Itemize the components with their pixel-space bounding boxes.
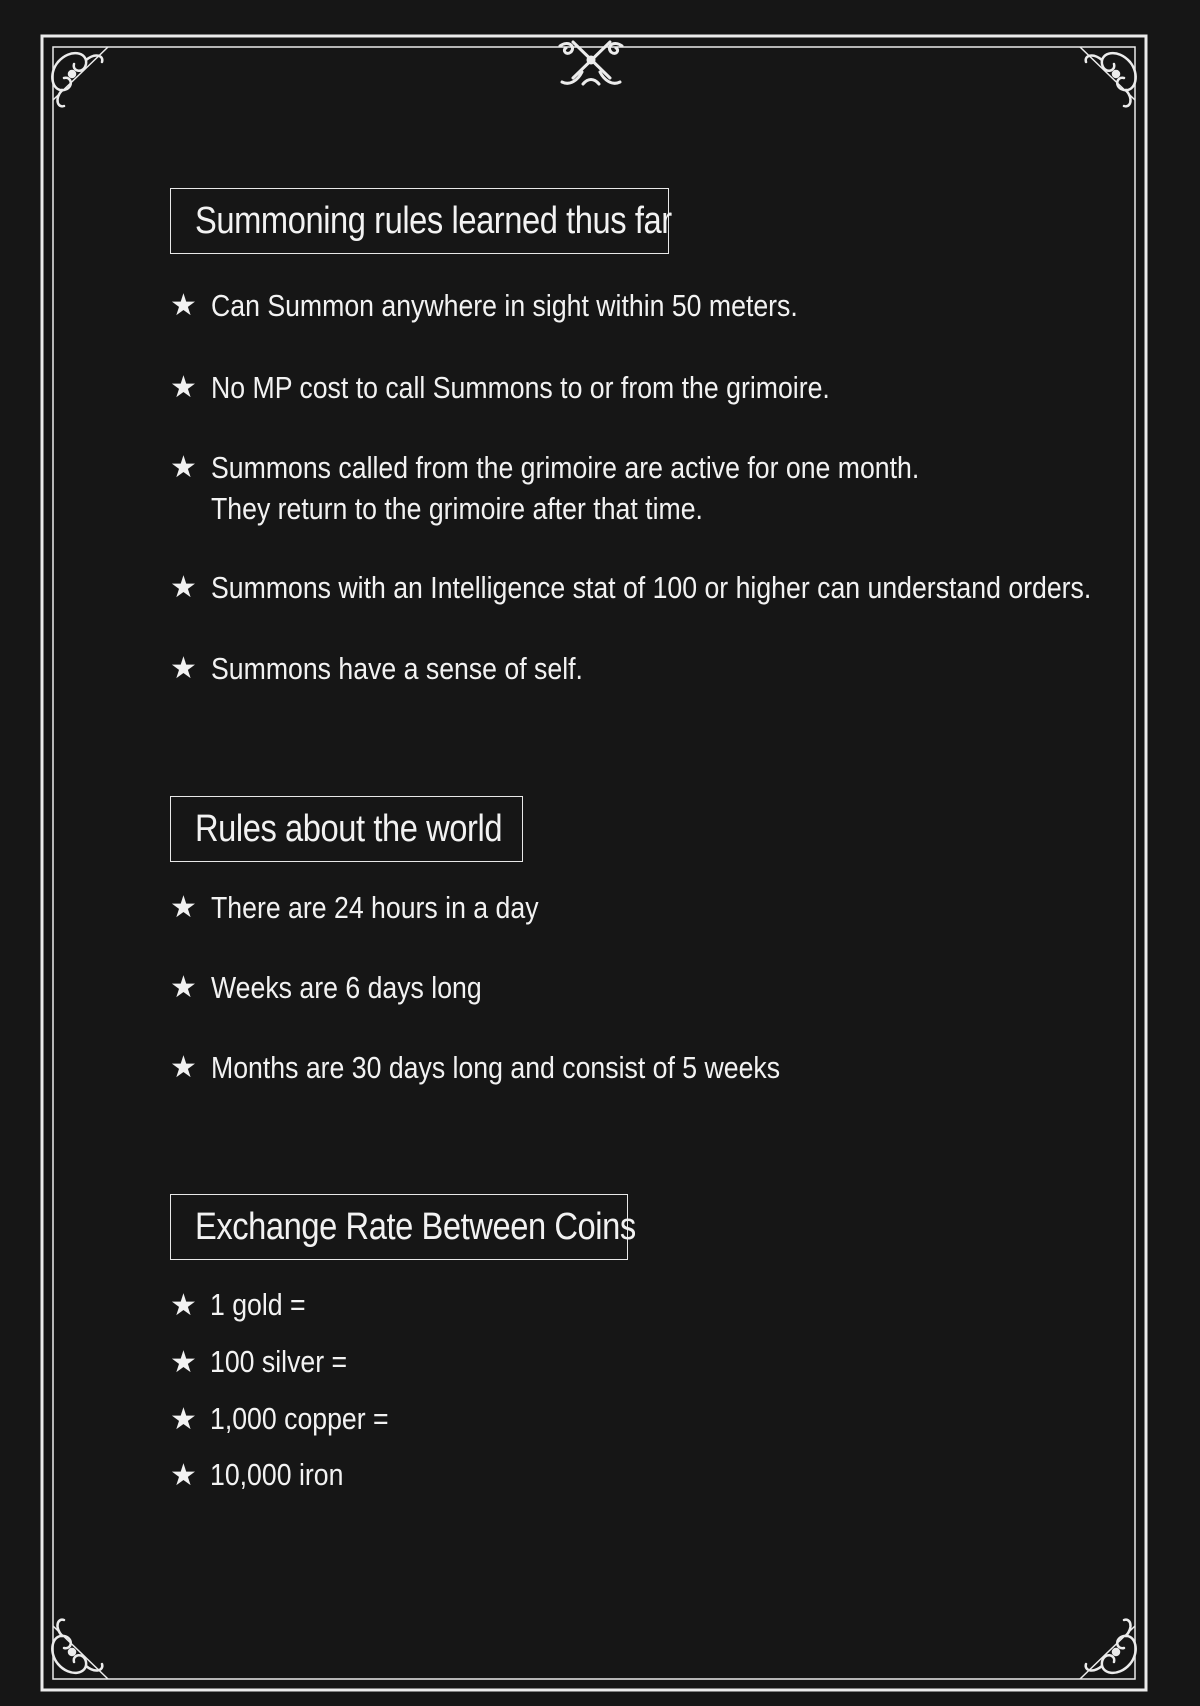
section-title: Summoning rules learned thus far	[195, 199, 672, 242]
star-bullet-icon: ★	[170, 1403, 197, 1436]
rule-item	[170, 567, 1200, 608]
coin-rate-item	[170, 1457, 365, 1493]
star-bullet-icon: ★	[170, 1459, 197, 1492]
star-bullet-icon: ★	[170, 1289, 197, 1322]
corner-diagonal-bottom-left	[53, 1626, 108, 1679]
top-center-ornament-icon	[560, 42, 622, 84]
star-bullet-icon: ★	[170, 571, 197, 604]
star-bullet-icon: ★	[170, 1346, 197, 1379]
item-text: Weeks are 6 days long	[211, 970, 482, 1005]
flourish-top-right-icon	[1086, 53, 1136, 106]
flourish-bottom-left-icon	[52, 1620, 102, 1673]
star-bullet-icon: ★	[170, 971, 197, 1004]
item-text: Summons with an Intelligence stat of 100 or higher can understand orders.	[211, 570, 1092, 605]
coin-rate-item	[170, 1401, 418, 1437]
item-text: 100 silver =	[210, 1344, 348, 1379]
star-bullet-icon: ★	[170, 451, 197, 484]
rule-item	[170, 447, 1035, 529]
rule-item	[170, 967, 526, 1008]
section-title-box	[170, 796, 523, 862]
rule-item	[170, 887, 592, 928]
item-text: There are 24 hours in a day	[211, 890, 539, 925]
coin-rate-item	[170, 1344, 369, 1380]
rule-item	[170, 367, 931, 408]
rule-item	[170, 648, 644, 689]
section-title: Rules about the world	[195, 807, 503, 850]
item-text: Months are 30 days long and consist of 5 weeks	[211, 1050, 781, 1085]
rule-item	[170, 285, 893, 326]
corner-diagonal-top-left	[53, 47, 108, 100]
rule-item	[170, 1047, 873, 1088]
flourish-top-left-icon	[52, 53, 102, 106]
star-bullet-icon: ★	[170, 371, 197, 404]
item-text-continuation: They return to the grimoire after that time.	[211, 491, 703, 526]
item-text: Summons called from the grimoire are active for one month.	[211, 450, 920, 485]
item-text: Can Summon anywhere in sight within 50 meters.	[211, 288, 798, 323]
item-text: No MP cost to call Summons to or from the grimoire.	[211, 370, 830, 405]
item-text: Summons have a sense of self.	[211, 651, 583, 686]
coin-rate-item	[170, 1287, 321, 1323]
star-bullet-icon: ★	[170, 289, 197, 322]
item-text: 1,000 copper =	[210, 1401, 389, 1436]
star-bullet-icon: ★	[170, 1051, 197, 1084]
item-text: 1 gold =	[210, 1287, 306, 1322]
item-text: 10,000 iron	[210, 1457, 344, 1492]
section-title: Exchange Rate Between Coins	[195, 1205, 636, 1248]
star-bullet-icon: ★	[170, 652, 197, 685]
flourish-bottom-right-icon	[1086, 1620, 1136, 1673]
star-bullet-icon: ★	[170, 891, 197, 924]
corner-diagonal-top-right	[1080, 47, 1135, 100]
section-title-box	[170, 1194, 636, 1260]
section-title-box	[170, 188, 672, 254]
corner-diagonal-bottom-right	[1080, 1626, 1135, 1679]
